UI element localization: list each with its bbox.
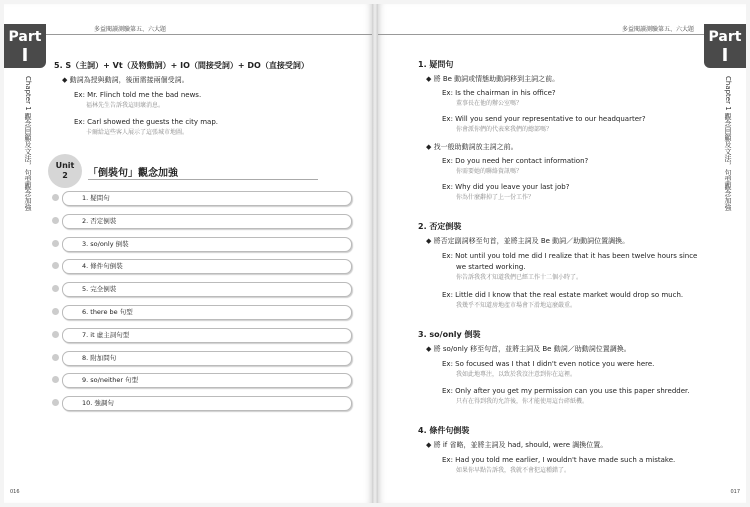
chapter-vertical-title: Chapter 1 觀念回顧及文法，句型觀念加強	[24, 76, 32, 211]
example-translation: 卡爾給這些客人展示了這張城市地圖。	[86, 129, 189, 136]
bullet-dot	[52, 240, 59, 247]
example-translation: 你會派你們的代表來我們的總部嗎？	[456, 126, 553, 133]
example-sentence: Ex: Had you told me earlier, I wouldn't have made such a mistake.	[442, 456, 676, 464]
part-label: Part	[8, 29, 42, 45]
bullet-dot	[52, 217, 59, 224]
bullet-dot	[52, 308, 59, 315]
example-translation: 你為什麼辭掉了上一份工作？	[456, 194, 535, 201]
example-sentence: Ex: Will you send your representative to our headquarter?	[442, 115, 646, 123]
topic-label: 3. so/only 倒裝	[82, 239, 129, 248]
topic-label: 7. it 虛主詞句型	[82, 330, 130, 339]
example-translation: 我幾乎不知道房地產市場會下滑地這麼嚴重。	[456, 302, 577, 309]
example-translation: 如果你早點告訴我，我就不會犯這種錯了。	[456, 467, 571, 474]
example-sentence: Ex: Is the chairman in his office?	[442, 89, 556, 97]
topic-label: 5. 完全倒裝	[82, 285, 117, 294]
page-number: 016	[10, 489, 20, 495]
header-rule	[46, 34, 372, 35]
bullet-dot	[52, 376, 59, 383]
topic-label: 9. so/neither 句型	[82, 376, 139, 385]
example-translation: 你告訴我我才知道我們已經工作十二個小時了。	[456, 274, 583, 281]
example-sentence: Ex: So focused was I that I didn't even notice you were here.	[442, 360, 655, 368]
part-number: I	[721, 45, 729, 66]
header-rule	[378, 34, 704, 35]
topic-list	[52, 189, 352, 417]
topic-label: 1. 疑問句	[82, 194, 110, 202]
topic-label: 8. 附加問句	[82, 353, 117, 362]
bullet-dot	[52, 285, 59, 292]
bullet-dot	[52, 194, 59, 201]
topic-list-item	[52, 235, 352, 251]
section-heading: 1. 疑問句	[418, 60, 454, 69]
topic-list-item	[52, 257, 352, 273]
topic-list-item	[52, 394, 352, 410]
part-number: I	[21, 45, 29, 66]
topic-label: 6. there be 句型	[82, 307, 133, 316]
chapter-vertical-title: Chapter 1 觀念回顧及文法，句型觀念加強	[724, 76, 732, 211]
topic-label: 10. 強調句	[82, 399, 114, 408]
bullet-dot	[52, 331, 59, 338]
unit-number: 2	[62, 171, 68, 180]
topic-label: 2. 否定倒裝	[82, 216, 117, 225]
bullet-dot	[52, 262, 59, 269]
example-sentence: Ex: Carl showed the guests the city map.	[74, 118, 218, 126]
right-page	[378, 4, 746, 503]
example-sentence: Ex: Only after you get my permission can you use this paper shredder.	[442, 387, 690, 395]
bullet-text: ◆ 將否定副詞移至句首，並將主詞及 Be 動詞／助動詞位置調換。	[426, 237, 630, 245]
section-heading: 2. 否定倒裝	[418, 222, 462, 231]
example-translation: 我如此地專注，以致於我沒注意到你在這裡。	[456, 371, 577, 378]
example-sentence: Ex: Not until you told me did I realize that it has been twelve hours since	[442, 252, 698, 260]
bullet-text: ◆ 將 if 省略，並將主詞及 had, should, were 調換位置。	[426, 441, 608, 449]
example-translation: 只有在得到我的允許後，你才能使用這台碎紙機。	[456, 398, 589, 405]
unit-title-rule	[88, 179, 318, 180]
topic-label: 4. 條件句倒裝	[82, 262, 123, 271]
topic-list-item	[52, 326, 352, 342]
topic-list-item	[52, 280, 352, 296]
topic-list-item	[52, 212, 352, 228]
example-sentence-continued: we started working.	[456, 263, 526, 271]
part-tab	[704, 24, 746, 68]
topic-list-item	[52, 189, 352, 205]
example-sentence: Ex: Why did you leave your last job?	[442, 183, 570, 191]
bullet-dot	[52, 354, 59, 361]
topic-list-item	[52, 349, 352, 365]
section-heading: 4. 條件句倒裝	[418, 426, 470, 435]
unit-badge	[48, 154, 82, 188]
running-head: 多益閱讀測驗第五、六大題	[622, 26, 695, 33]
page-number: 017	[730, 489, 740, 495]
bullet-dot	[52, 399, 59, 406]
part-tab	[4, 24, 46, 68]
section-heading: 3. so/only 倒裝	[418, 330, 481, 339]
unit-label: Unit	[55, 161, 75, 170]
unit-title: 「倒裝句」觀念加強	[88, 168, 178, 179]
topic-list-item	[52, 303, 352, 319]
bullet-text: ◆ 將 so/only 移至句首，並將主詞及 Be 動詞／助動詞位置調換。	[426, 345, 631, 353]
example-translation: 福林先生告訴我這則壞消息。	[86, 102, 165, 109]
running-head: 多益閱讀測驗第五、六大題	[94, 26, 167, 33]
example-translation: 你需要她的聯絡資訊嗎？	[456, 168, 523, 175]
topic-list-item	[52, 371, 352, 387]
part-label: Part	[708, 29, 742, 45]
section-heading: 5. S（主詞）+ Vt（及物動詞）+ IO（間接受詞）+ DO（直接受詞）	[54, 61, 309, 70]
example-sentence: Ex: Do you need her contact information?	[442, 157, 589, 165]
left-page	[4, 4, 372, 503]
bullet-text: ◆ 將 Be 動詞或情態助動詞移到主詞之前。	[426, 75, 560, 83]
example-sentence: Ex: Mr. Flinch told me the bad news.	[74, 91, 202, 99]
bullet-text: ◆ 動詞為授與動詞，後面需接兩個受詞。	[62, 76, 189, 84]
example-sentence: Ex: Little did I know that the real estate market would drop so much.	[442, 291, 684, 299]
example-translation: 董事長在他的辦公室嗎？	[456, 100, 523, 107]
bullet-text: ◆ 找一般助動詞放主詞之前。	[426, 143, 518, 151]
